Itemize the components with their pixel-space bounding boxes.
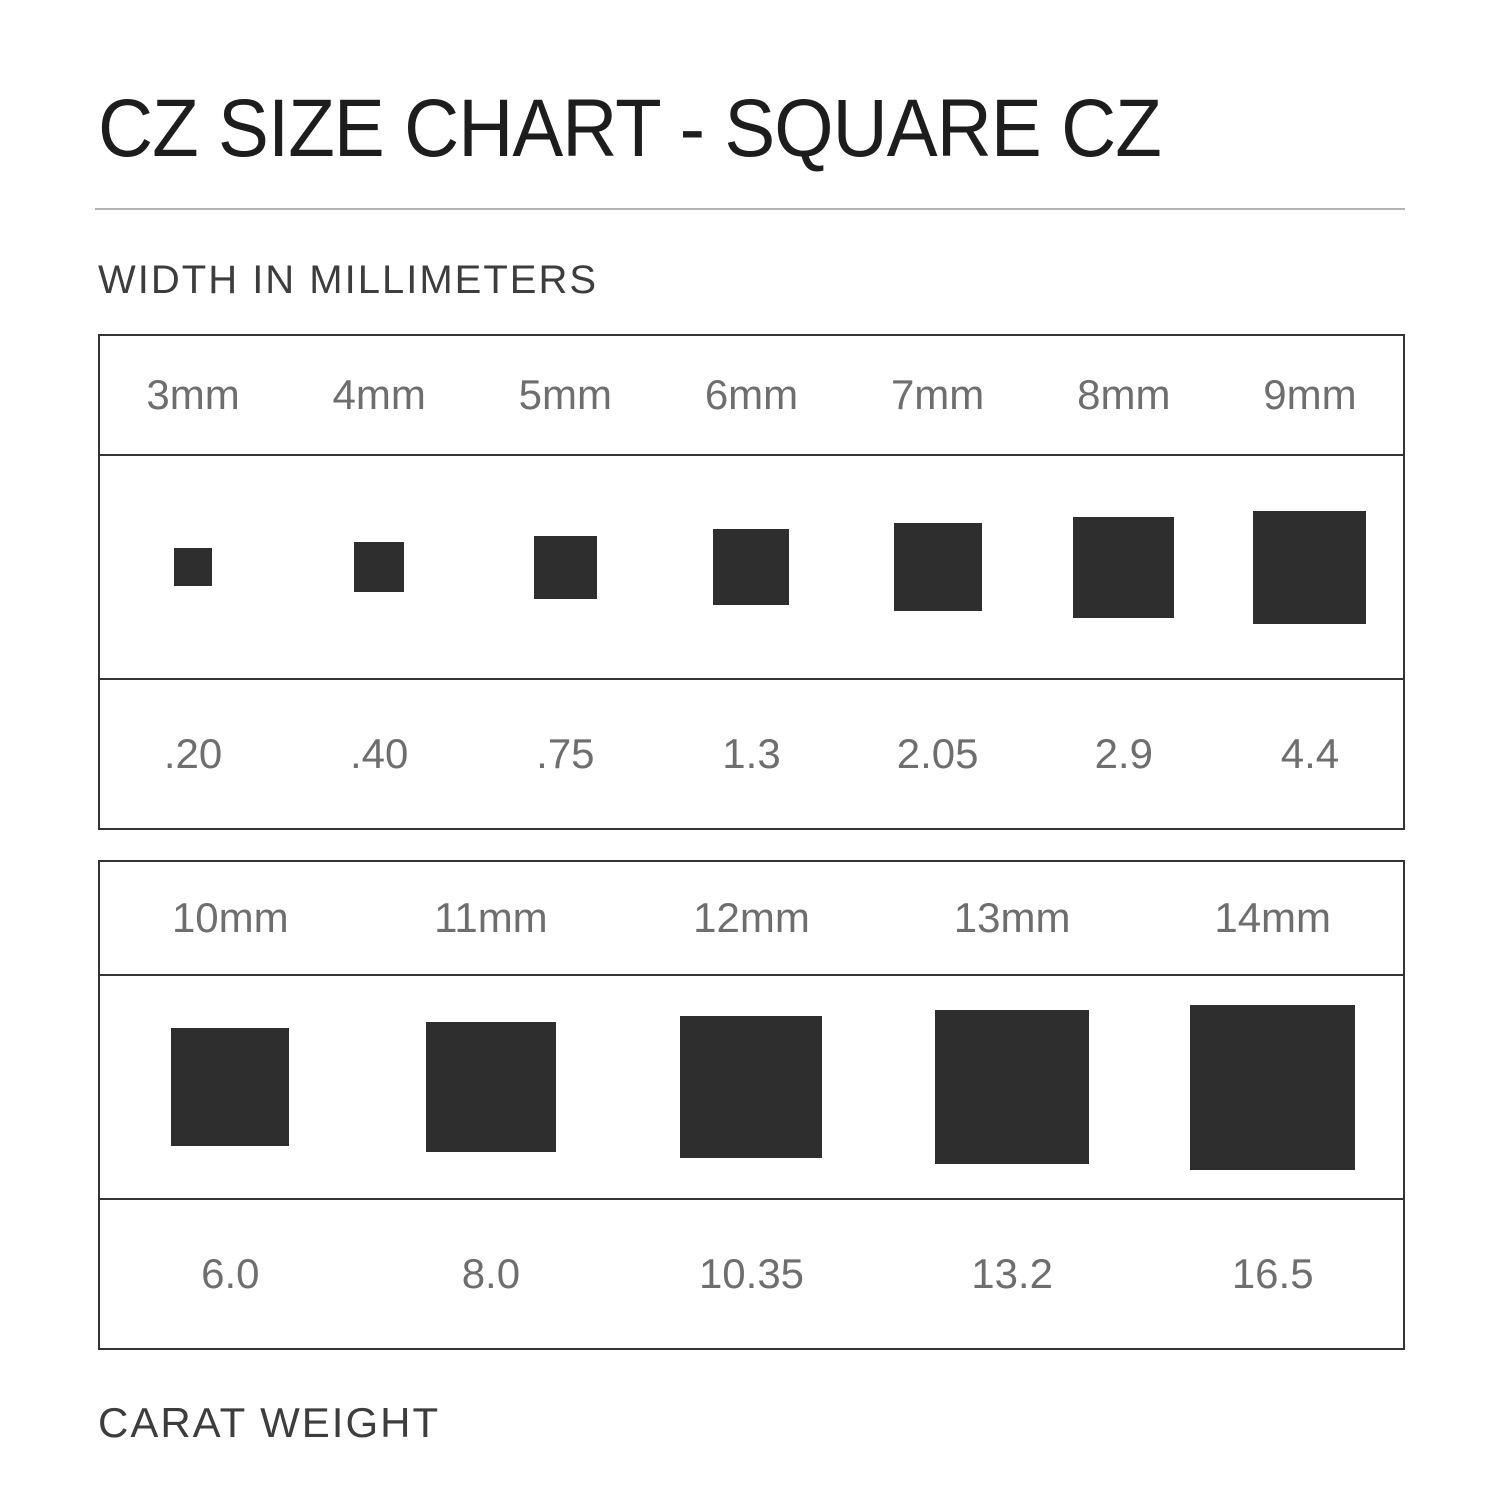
cz-square-8mm xyxy=(1073,517,1174,618)
cz-square-12mm xyxy=(680,1016,822,1158)
width-header-cell: 13mm xyxy=(953,894,1071,941)
width-axis-label: WIDTH IN MILLIMETERS xyxy=(98,258,599,302)
carat-value-cell: 2.9 xyxy=(1094,730,1153,777)
title-divider xyxy=(95,208,1405,210)
width-header-cell: 12mm xyxy=(693,894,810,941)
width-header-cell: 3mm xyxy=(146,371,240,418)
cz-square-5mm xyxy=(534,536,597,599)
carat-axis-label: CARAT WEIGHT xyxy=(98,1399,441,1446)
width-header-cell: 7mm xyxy=(890,371,985,418)
carat-value-cell: 4.4 xyxy=(1280,730,1340,777)
cz-square-4mm xyxy=(354,542,404,592)
width-header-cell: 4mm xyxy=(332,371,426,418)
cz-square-14mm xyxy=(1190,1005,1355,1170)
width-header-cell: 5mm xyxy=(518,371,613,418)
carat-value-cell: .20 xyxy=(163,730,223,777)
width-header-cell: 9mm xyxy=(1263,371,1357,418)
cz-square-13mm xyxy=(935,1010,1089,1164)
carat-value-cell: 2.05 xyxy=(896,730,979,777)
carat-value-cell: 13.2 xyxy=(971,1250,1053,1297)
page-title xyxy=(98,83,1405,174)
carat-value-cell: .40 xyxy=(350,730,409,777)
cz-square-11mm xyxy=(426,1022,556,1152)
width-header-row xyxy=(100,336,1403,454)
carat-value-row xyxy=(100,680,1403,828)
carat-value-cell: 10.35 xyxy=(698,1250,805,1297)
width-header-row xyxy=(100,862,1403,974)
width-header-cell: 14mm xyxy=(1214,894,1332,941)
square-swatch-row xyxy=(100,454,1403,680)
cz-square-7mm xyxy=(894,523,982,611)
carat-value-cell: .75 xyxy=(536,730,595,777)
cz-square-10mm xyxy=(171,1028,289,1146)
carat-value-cell: 8.0 xyxy=(461,1250,521,1297)
cz-square-6mm xyxy=(713,529,789,605)
width-header-cell: 10mm xyxy=(171,894,289,941)
carat-value-row xyxy=(100,1200,1403,1348)
carat-value-cell: 16.5 xyxy=(1231,1250,1314,1297)
square-swatch-row xyxy=(100,974,1403,1200)
width-header-cell: 6mm xyxy=(704,371,799,418)
cz-square-3mm xyxy=(174,548,212,586)
cz-square-9mm xyxy=(1253,511,1366,624)
size-table-10mm-14mm xyxy=(98,860,1405,1350)
page-title-text: CZ SIZE CHART - SQUARE CZ xyxy=(98,83,1161,174)
carat-value-cell: 6.0 xyxy=(201,1250,260,1297)
size-table-3mm-9mm xyxy=(98,334,1405,830)
carat-value-cell: 1.3 xyxy=(722,730,781,777)
width-header-cell: 8mm xyxy=(1077,371,1171,418)
width-header-cell: 11mm xyxy=(434,894,548,941)
